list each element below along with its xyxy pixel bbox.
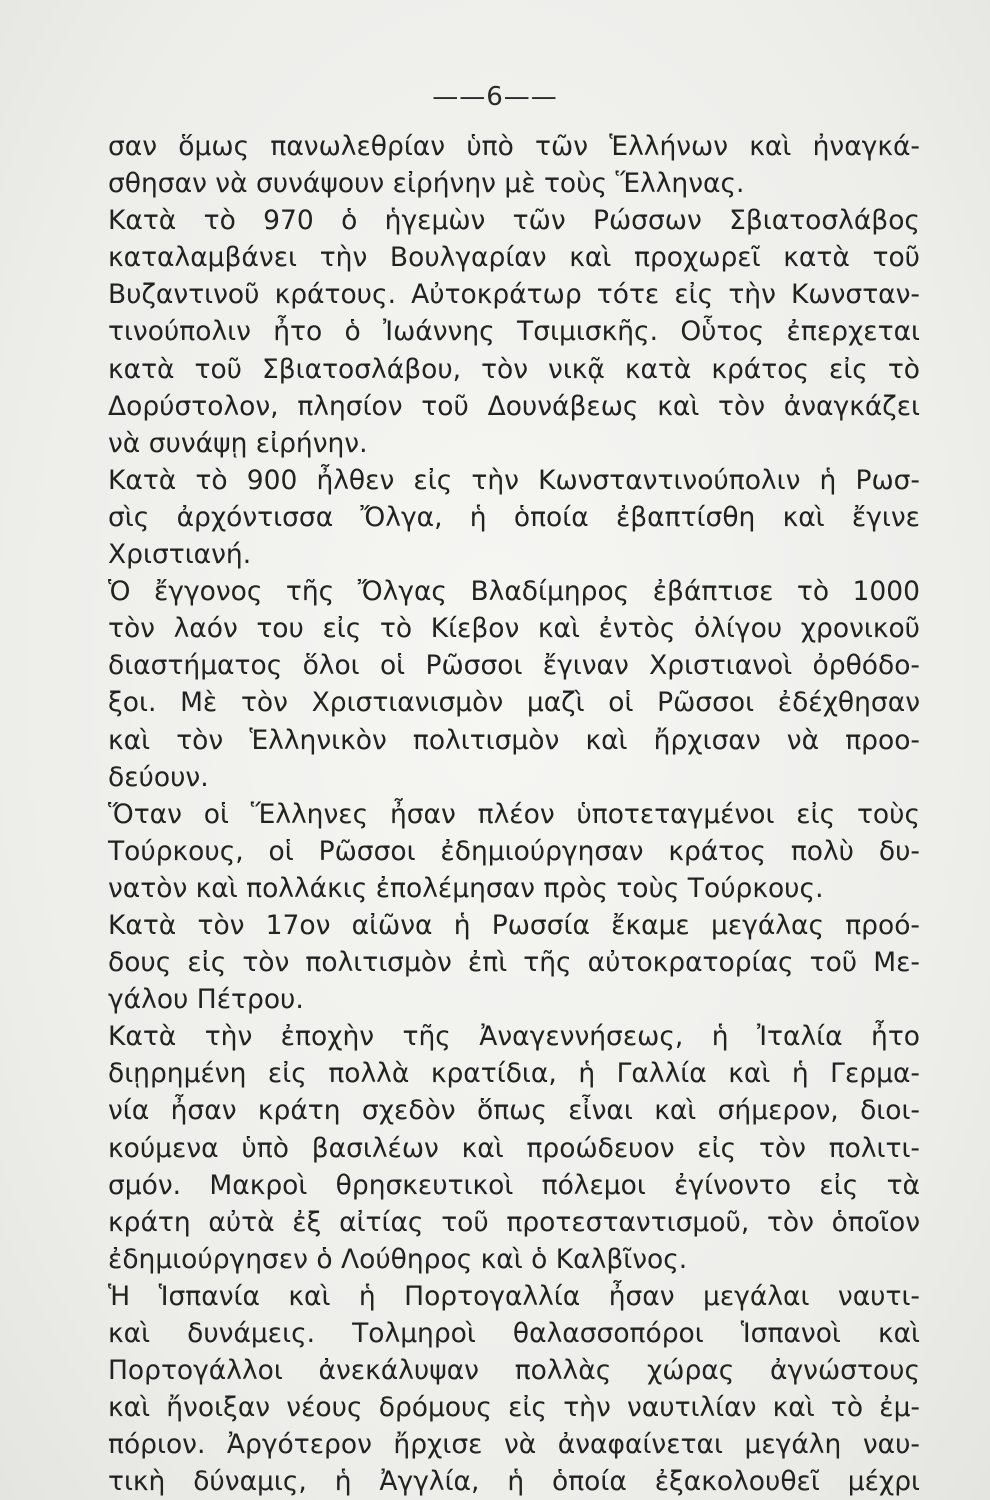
text-line: σμόν. Μακροὶ θρησκευτικοὶ πόλεμοι ἐγίνοντο εἰς τὰ — [108, 1169, 920, 1201]
text-line: νὰ συνάψῃ εἰρήνην. — [108, 427, 368, 459]
text-line: καὶ τὸν Ἑλληνικὸν πολιτισμὸν καὶ ἤρχισαν νὰ προο- — [108, 724, 920, 756]
text-line: Βυζαντινοῦ κράτους. Αὐτοκράτωρ τότε εἰς τὴν Κωνσταν- — [108, 279, 920, 311]
text-line: Ἡ Ἱσπανία καὶ ἡ Πορτογαλλία ἦσαν μεγάλαι ναυτι- — [108, 1280, 920, 1312]
text-line: γάλου Πέτρου. — [108, 984, 304, 1016]
text-line: ξοι. Μὲ τὸν Χριστιανισμὸν μαζὶ οἱ Ρῶσσοι ἐδέχθησαν — [108, 687, 920, 719]
text-line: σθησαν νὰ συνάψουν εἰρήνην μὲ τοὺς Ἕλληνας. — [108, 168, 745, 200]
text-line: Τούρκους, οἱ Ρῶσσοι ἐδημιούργησαν κράτος πολὺ δυ- — [108, 835, 920, 867]
text-line: Κατὰ τὸ 970 ὁ ἡγεμὼν τῶν Ρώσσων Σβιατοσλάβος — [108, 205, 920, 237]
text-line: Κατὰ τὸν 17ον αἰῶνα ἡ Ρωσσία ἔκαμε μεγάλας προό- — [108, 909, 920, 941]
text-line: νατὸν καὶ πολλάκις ἐπολέμησαν πρὸς τοὺς Τούρκους. — [108, 872, 824, 904]
text-line: καταλαμβάνει τὴν Βουλγαρίαν καὶ προχωρεῖ κατὰ τοῦ — [108, 242, 920, 274]
text-line: καὶ δυνάμεις. Τολμηροὶ θαλασσοπόροι Ἱσπανοὶ καὶ — [108, 1318, 920, 1349]
text-line: δους εἰς τὸν πολιτισμὸν ἐπὶ τῆς αὐτοκρατορίας τοῦ Με- — [108, 947, 920, 979]
text-line: Πορτογάλλοι ἀνεκάλυψαν πολλὰς χώρας ἀγνώστους — [108, 1355, 920, 1387]
text-line: πόριον. Ἀργότερον ἤρχισε νὰ ἀναφαίνεται μεγάλη ναυ- — [108, 1429, 920, 1461]
text-line: Κατὰ τὴν ἐποχὴν τῆς Ἀναγεννήσεως, ἡ Ἰταλία ἦτο — [108, 1021, 920, 1053]
text-line: τικὴ δύναμις, ἡ Ἀγγλία, ἡ ὁποία ἐξακολουθεῖ μέχρι — [108, 1466, 920, 1498]
text-line: κατὰ τοῦ Σβιατοσλάβου, τὸν νικᾷ κατὰ κράτος εἰς τὸ — [108, 353, 920, 385]
text-line: διῃρημένη εἰς πολλὰ κρατίδια, ἡ Γαλλία καὶ ἡ Γερμα- — [108, 1058, 920, 1090]
text-line: σαν ὅμως πανωλεθρίαν ὑπὸ τῶν Ἑλλήνων καὶ ἠναγκά- — [108, 131, 920, 162]
text-line: καὶ ἤνοιξαν νέους δρόμους εἰς τὴν ναυτιλίαν καὶ τὸ ἐμ- — [108, 1392, 920, 1424]
body-text — [108, 128, 920, 1500]
text-line: νία ἦσαν κράτη σχεδὸν ὅπως εἶναι καὶ σήμερον, διοι- — [108, 1095, 920, 1127]
page-number: ——6—— — [432, 82, 558, 112]
text-line: Ὅταν οἱ Ἕλληνες ἦσαν πλέον ὑποτεταγμένοι εἰς τοὺς — [108, 798, 920, 830]
text-line: Κατὰ τὸ 900 ἦλθεν εἰς τὴν Κωνσταντινούπολιν ἡ Ρωσ- — [108, 464, 920, 496]
text-line: σὶς ἀρχόντισσα Ὄλγα, ἡ ὁποία ἐβαπτίσθη καὶ ἔγινε — [108, 501, 920, 533]
text-line: τὸν λαόν του εἰς τὸ Κίεβον καὶ ἐντὸς ὀλίγου χρονικοῦ — [108, 613, 920, 645]
text-line: Χριστιανή. — [108, 539, 252, 571]
text-line: κούμενα ὑπὸ βασιλέων καὶ προώδευον εἰς τὸν πολιτι- — [108, 1132, 920, 1164]
text-line: κράτη αὐτὰ ἐξ αἰτίας τοῦ προτεσταντισμοῦ, τὸν ὁποῖον — [108, 1206, 920, 1238]
text-line: διαστήματος ὅλοι οἱ Ρῶσσοι ἔγιναν Χριστιανοὶ ὀρθόδο- — [108, 650, 920, 682]
text-line: Δορύστολον, πλησίον τοῦ Δουνάβεως καὶ τὸν ἀναγκάζει — [108, 390, 920, 422]
text-line: τινούπολιν ἦτο ὁ Ἰωάννης Τσιμισκῆς. Οὗτος ἐπερχεται — [108, 316, 920, 348]
text-line: ἐδημιούργησεν ὁ Λούθηρος καὶ ὁ Καλβῖνος. — [108, 1243, 688, 1275]
text-line: δεύουν. — [108, 761, 209, 793]
text-line: Ὁ ἔγγονος τῆς Ὄλγας Βλαδίμηρος ἐβάπτισε τὸ 1000 — [108, 576, 920, 608]
